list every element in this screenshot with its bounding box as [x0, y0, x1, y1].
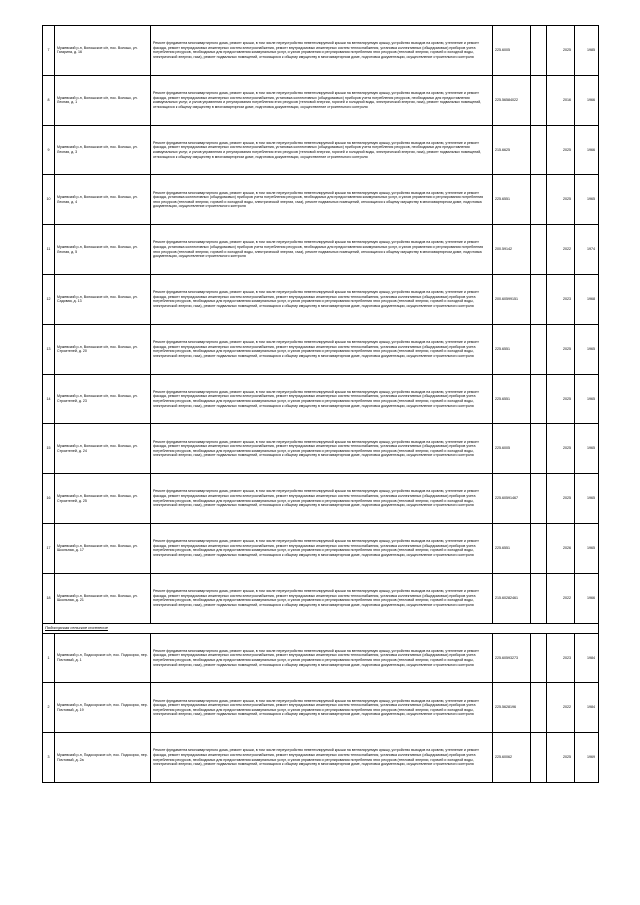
build-year-cell: 1966	[575, 75, 599, 125]
table-row	[43, 26, 599, 76]
row-number: 8	[43, 75, 55, 125]
table-row	[43, 573, 599, 623]
empty-cell	[531, 523, 547, 573]
planned-year-cell: 2025	[547, 26, 575, 76]
build-year-cell: 1965	[575, 424, 599, 474]
build-year-cell: 1984	[575, 683, 599, 733]
work-description-cell: Ремонт фундамента многоквартирного дома, ремонт крыши, в том числе переустройство невентилируемой крыши на вентилируемую крышу, устройство выходов на кровлю, утепление и ремонт фасада, ремонт внутридомовых инженерных систем электроснабжения, ремонт внутридомовых инженерных систем теплоснабжения, установка коллективных (общедомовых) приборов учета потребления ресурсов, необходимых для предоставления коммунальных услуг, и узлов управления и регулирования потребления этих ресурсов (тепловой энергии, горячей и холодной воды, электрической энергии, газа), ремонт подвальных помещений, относящихся к общему имуществу в многоквартирном доме, подготовка документации, осуществление строительного контроля	[151, 26, 493, 76]
row-number: 2	[43, 683, 55, 733]
cost-cell: 225.56584022	[493, 75, 531, 125]
table-row	[43, 523, 599, 573]
section-title: Подосорская сельское поселение	[43, 623, 599, 633]
planned-year-cell: 2023	[547, 633, 575, 683]
work-description-cell: Ремонт фундамента многоквартирного дома, ремонт крыши, в том числе переустройство невентилируемой крыши на вентилируемую крышу, устройство выходов на кровлю, утепление и ремонт фасада, ремонт внутридомовых инженерных систем электроснабжения, ремонт внутридомовых инженерных систем теплоснабжения, установка коллективных (общедомовых) приборов учета потребления ресурсов, необходимых для предоставления коммунальных услуг, и узлов управления и регулирования потребления этих ресурсов (тепловой энергии, горячей и холодной воды, электрической энергии, газа), ремонт подвальных помещений, относящихся к общему имуществу в многоквартирном доме, подготовка документации, осуществление строительного контроля	[151, 633, 493, 683]
work-description-cell: Ремонт фундамента многоквартирного дома, ремонт крыши, в том числе переустройство невентилируемой крыши на вентилируемую крышу, устройство выходов на кровлю, утепление и ремонт фасада, ремонт внутридомовых инженерных систем электроснабжения, ремонт внутридомовых инженерных систем теплоснабжения, установка коллективных (общедомовых) приборов учета потребления ресурсов, необходимых для предоставления коммунальных услуг, и узлов управления и регулирования потребления этих ресурсов (тепловой энергии, горячей и холодной воды, электрической энергии, газа), ремонт подвальных помещений, относящихся к общему имуществу в многоквартирном доме, подготовка документации, осуществление строительного контроля	[151, 424, 493, 474]
empty-cell	[531, 175, 547, 225]
empty-cell	[531, 633, 547, 683]
cost-cell: 200.59142	[493, 225, 531, 275]
planned-year-cell: 2025	[547, 474, 575, 524]
section-row	[43, 623, 599, 633]
row-number: 17	[43, 523, 55, 573]
build-year-cell: 1966	[575, 125, 599, 175]
repair-program-table	[42, 25, 599, 783]
address-cell: Мужевский р-н, Волошское с/п, пос. Волошк, ул. Строителей, д. 20	[55, 324, 151, 374]
address-cell: Мужевский р-н, Волошское с/п, пос. Волошк, ул. Школьная, д. 17	[55, 523, 151, 573]
address-cell: Мужевский р-н, Волошское с/п, пос. Волошк, ул. Гагарина, д. 16	[55, 26, 151, 76]
planned-year-cell: 2025	[547, 125, 575, 175]
row-number: 12	[43, 274, 55, 324]
build-year-cell: 1969	[575, 733, 599, 783]
planned-year-cell: 2016	[547, 75, 575, 125]
cost-cell: 225.60593273	[493, 633, 531, 683]
build-year-cell: 1965	[575, 374, 599, 424]
work-description-cell: Ремонт фундамента многоквартирного дома, ремонт крыши, в том числе переустройство невентилируемой крыши на вентилируемую крышу, устройство выходов на кровлю, утепление и ремонт фасада, ремонт внутридомовых инженерных систем электроснабжения, ремонт внутридомовых инженерных систем теплоснабжения, установка коллективных (общедомовых) приборов учета потребления ресурсов, необходимых для предоставления коммунальных услуг, и узлов управления и регулирования потребления этих ресурсов (тепловой энергии, горячей и холодной воды, электрической энергии, газа), ремонт подвальных помещений, относящихся к общему имуществу в многоквартирном доме, подготовка документации, осуществление строительного контроля	[151, 733, 493, 783]
address-cell: Мужевский р-н, Подосорское с/п, пос. Подосорск, пер. Почтовый, д. 19	[55, 683, 151, 733]
row-number: 13	[43, 324, 55, 374]
table-row	[43, 75, 599, 125]
address-cell: Мужевский р-н, Волошское с/п, пос. Волошк, ул. Садовая, д. 13	[55, 274, 151, 324]
table-row	[43, 324, 599, 374]
table-row	[43, 125, 599, 175]
address-cell: Мужевский р-н, Волошское с/п, пос. Волошк, ул. Строителей, д. 25	[55, 474, 151, 524]
planned-year-cell: 2022	[547, 225, 575, 275]
address-cell: Мужевский р-н, Подосорское с/п, пос. Подосорск, пер. Почтовый, д. 2а	[55, 733, 151, 783]
build-year-cell: 1966	[575, 573, 599, 623]
cost-cell: 225.5628196	[493, 683, 531, 733]
empty-cell	[531, 75, 547, 125]
row-number: 7	[43, 26, 55, 76]
row-number: 15	[43, 424, 55, 474]
cost-cell: 225.60062	[493, 733, 531, 783]
table-row	[43, 683, 599, 733]
planned-year-cell: 2022	[547, 683, 575, 733]
table-row	[43, 733, 599, 783]
work-description-cell: Ремонт фундамента многоквартирного дома, ремонт крыши, в том числе переустройство невентилируемой крыши на вентилируемую крышу, устройство выходов на кровлю, утепление и ремонт фасада, установка коллективных (общедомовых) приборов учета потребления ресурсов, необходимых для предоставления коммунальных услуг, и узлов управления и регулирования потребления этих ресурсов (тепловой энергии, горячей и холодной воды, электрической энергии, газа), ремонт подвальных помещений, относящихся к общему имуществу в многоквартирном доме, подготовка документации, осуществление строительного контроля	[151, 175, 493, 225]
empty-cell	[531, 374, 547, 424]
row-number: 18	[43, 573, 55, 623]
document-sheet	[42, 25, 598, 783]
row-number: 14	[43, 374, 55, 424]
build-year-cell: 1965	[575, 324, 599, 374]
empty-cell	[531, 26, 547, 76]
build-year-cell: 1985	[575, 26, 599, 76]
empty-cell	[531, 324, 547, 374]
row-number: 11	[43, 225, 55, 275]
table-row	[43, 225, 599, 275]
cost-cell: 215.6625	[493, 125, 531, 175]
address-cell: Мужевский р-н, Волошское с/п, пос. Волошк, ул. Лесная, д. 3	[55, 125, 151, 175]
build-year-cell: 1968	[575, 274, 599, 324]
row-number: 1	[43, 633, 55, 683]
cost-cell: 225.6551	[493, 374, 531, 424]
empty-cell	[531, 225, 547, 275]
table-row	[43, 175, 599, 225]
cost-cell: 200.60599151	[493, 274, 531, 324]
work-description-cell: Ремонт фундамента многоквартирного дома, ремонт крыши, в том числе переустройство невентилируемой крыши на вентилируемую крышу, устройство выходов на кровлю, утепление и ремонт фасада, ремонт внутридомовых инженерных систем электроснабжения, установка коллективных (общедомовых) приборов учета потребления ресурсов, необходимых для предоставления коммунальных услуг, и узлов управления и регулирования потребления этих ресурсов (тепловой энергии, горячей и холодной воды, электрической энергии, газа), ремонт подвальных помещений, относящихся к общему имуществу в многоквартирном доме, подготовка документации, осуществление строительного контроля	[151, 75, 493, 125]
address-cell: Мужевский р-н, Волошское с/п, пос. Волошк, ул. Лесная, д. 5	[55, 225, 151, 275]
table-row	[43, 424, 599, 474]
row-number: 10	[43, 175, 55, 225]
table-row	[43, 374, 599, 424]
cost-cell: 215.60282461	[493, 573, 531, 623]
build-year-cell: 1965	[575, 523, 599, 573]
empty-cell	[531, 683, 547, 733]
table-row	[43, 474, 599, 524]
empty-cell	[531, 474, 547, 524]
address-cell: Мужевский р-н, Волошское с/п, пос. Волошк, ул. Лесная, д. 1	[55, 75, 151, 125]
cost-cell: 225.6005	[493, 26, 531, 76]
table-row	[43, 274, 599, 324]
row-number: 3	[43, 733, 55, 783]
work-description-cell: Ремонт фундамента многоквартирного дома, ремонт крыши, в том числе переустройство невентилируемой крыши на вентилируемую крышу, устройство выходов на кровлю, утепление и ремонт фасада, ремонт внутридомовых инженерных систем электроснабжения, ремонт внутридомовых инженерных систем теплоснабжения, установка коллективных (общедомовых) приборов учета потребления ресурсов, необходимых для предоставления коммунальных услуг, и узлов управления и регулирования потребления этих ресурсов (тепловой энергии, горячей и холодной воды, электрической энергии, газа), ремонт подвальных помещений, относящихся к общему имуществу в многоквартирном доме, подготовка документации, осуществление строительного контроля	[151, 274, 493, 324]
build-year-cell: 1965	[575, 474, 599, 524]
table-row	[43, 633, 599, 683]
planned-year-cell: 2023	[547, 274, 575, 324]
work-description-cell: Ремонт фундамента многоквартирного дома, ремонт крыши, в том числе переустройство невентилируемой крыши на вентилируемую крышу, устройство выходов на кровлю, утепление и ремонт фасада, ремонт внутридомовых инженерных систем электроснабжения, ремонт внутридомовых инженерных систем теплоснабжения, установка коллективных (общедомовых) приборов учета потребления ресурсов, необходимых для предоставления коммунальных услуг, и узлов управления и регулирования потребления этих ресурсов (тепловой энергии, горячей и холодной воды, электрической энергии, газа), ремонт подвальных помещений, относящихся к общему имуществу в многоквартирном доме, подготовка документации, осуществление строительного контроля	[151, 374, 493, 424]
row-number: 9	[43, 125, 55, 175]
empty-cell	[531, 733, 547, 783]
planned-year-cell: 2022	[547, 573, 575, 623]
work-description-cell: Ремонт фундамента многоквартирного дома, ремонт крыши, в том числе переустройство невентилируемой крыши на вентилируемую крышу, устройство выходов на кровлю, утепление и ремонт фасада, ремонт внутридомовых инженерных систем электроснабжения, установка коллективных (общедомовых) приборов учета потребления ресурсов, необходимых для предоставления коммунальных услуг, и узлов управления и регулирования потребления этих ресурсов (тепловой энергии, горячей и холодной воды, электрической энергии, газа), ремонт подвальных помещений, относящихся к общему имуществу в многоквартирном доме, подготовка документации, осуществление строительного контроля	[151, 125, 493, 175]
build-year-cell: 1974	[575, 225, 599, 275]
planned-year-cell: 2025	[547, 324, 575, 374]
work-description-cell: Ремонт фундамента многоквартирного дома, ремонт крыши, в том числе переустройство невентилируемой крыши на вентилируемую крышу, устройство выходов на кровлю, утепление и ремонт фасада, установка коллективных (общедомовых) приборов учета потребления ресурсов, необходимых для предоставления коммунальных услуг, и узлов управления и регулирования потребления этих ресурсов (тепловой энергии, горячей и холодной воды, электрической энергии, газа), ремонт подвальных помещений, относящихся к общему имуществу в многоквартирном доме, подготовка документации, осуществление строительного контроля	[151, 225, 493, 275]
build-year-cell: 1965	[575, 175, 599, 225]
cost-cell: 225.6551	[493, 324, 531, 374]
cost-cell: 225.6005	[493, 424, 531, 474]
address-cell: Мужевский р-н, Волошское с/п, пос. Волошк, ул. Лесная, д. 4	[55, 175, 151, 225]
work-description-cell: Ремонт фундамента многоквартирного дома, ремонт крыши, в том числе переустройство невентилируемой крыши на вентилируемую крышу, устройство выходов на кровлю, утепление и ремонт фасада, ремонт внутридомовых инженерных систем электроснабжения, ремонт внутридомовых инженерных систем теплоснабжения, установка коллективных (общедомовых) приборов учета потребления ресурсов, необходимых для предоставления коммунальных услуг, и узлов управления и регулирования потребления этих ресурсов (тепловой энергии, горячей и холодной воды, электрической энергии, газа), ремонт подвальных помещений, относящихся к общему имуществу в многоквартирном доме, подготовка документации, осуществление строительного контроля	[151, 474, 493, 524]
planned-year-cell: 2026	[547, 523, 575, 573]
address-cell: Мужевский р-н, Подосорское с/п, пос. Подосорск, пер. Почтовый, д. 1	[55, 633, 151, 683]
address-cell: Мужевский р-н, Волошское с/п, пос. Волошк, ул. Строителей, д. 23	[55, 374, 151, 424]
empty-cell	[531, 125, 547, 175]
empty-cell	[531, 274, 547, 324]
planned-year-cell: 2025	[547, 175, 575, 225]
empty-cell	[531, 424, 547, 474]
row-number: 16	[43, 474, 55, 524]
cost-cell: 225.60591467	[493, 474, 531, 524]
address-cell: Мужевский р-н, Волошское с/п, пос. Волошк, ул. Строителей, д. 24	[55, 424, 151, 474]
work-description-cell: Ремонт фундамента многоквартирного дома, ремонт крыши, в том числе переустройство невентилируемой крыши на вентилируемую крышу, устройство выходов на кровлю, утепление и ремонт фасада, ремонт внутридомовых инженерных систем электроснабжения, ремонт внутридомовых инженерных систем теплоснабжения, установка коллективных (общедомовых) приборов учета потребления ресурсов, необходимых для предоставления коммунальных услуг, и узлов управления и регулирования потребления этих ресурсов (тепловой энергии, горячей и холодной воды, электрической энергии, газа), ремонт подвальных помещений, относящихся к общему имуществу в многоквартирном доме, подготовка документации, осуществление строительного контроля	[151, 683, 493, 733]
work-description-cell: Ремонт фундамента многоквартирного дома, ремонт крыши, в том числе переустройство невентилируемой крыши на вентилируемую крышу, устройство выходов на кровлю, утепление и ремонт фасада, ремонт внутридомовых инженерных систем электроснабжения, ремонт внутридомовых инженерных систем теплоснабжения, установка коллективных (общедомовых) приборов учета потребления ресурсов, необходимых для предоставления коммунальных услуг, и узлов управления и регулирования потребления этих ресурсов (тепловой энергии, горячей и холодной воды, электрической энергии, газа), ремонт подвальных помещений, относящихся к общему имуществу в многоквартирном доме, подготовка документации, осуществление строительного контроля	[151, 573, 493, 623]
planned-year-cell: 2025	[547, 374, 575, 424]
address-cell: Мужевский р-н, Волошское с/п, пос. Волошк, ул. Школьная, д. 21	[55, 573, 151, 623]
work-description-cell: Ремонт фундамента многоквартирного дома, ремонт крыши, в том числе переустройство невентилируемой крыши на вентилируемую крышу, устройство выходов на кровлю, утепление и ремонт фасада, ремонт внутридомовых инженерных систем электроснабжения, ремонт внутридомовых инженерных систем теплоснабжения, установка коллективных (общедомовых) приборов учета потребления ресурсов, необходимых для предоставления коммунальных услуг, и узлов управления и регулирования потребления этих ресурсов (тепловой энергии, горячей и холодной воды, электрической энергии, газа), ремонт подвальных помещений, относящихся к общему имуществу в многоквартирном доме, подготовка документации, осуществление строительного контроля	[151, 324, 493, 374]
cost-cell: 225.6551	[493, 175, 531, 225]
planned-year-cell: 2025	[547, 733, 575, 783]
planned-year-cell: 2025	[547, 424, 575, 474]
empty-cell	[531, 573, 547, 623]
work-description-cell: Ремонт фундамента многоквартирного дома, ремонт крыши, в том числе переустройство невентилируемой крыши на вентилируемую крышу, устройство выходов на кровлю, утепление и ремонт фасада, ремонт внутридомовых инженерных систем электроснабжения, ремонт внутридомовых инженерных систем теплоснабжения, установка коллективных (общедомовых) приборов учета потребления ресурсов, необходимых для предоставления коммунальных услуг, и узлов управления и регулирования потребления этих ресурсов (тепловой энергии, горячей и холодной воды, электрической энергии, газа), ремонт подвальных помещений, относящихся к общему имуществу в многоквартирном доме, подготовка документации, осуществление строительного контроля	[151, 523, 493, 573]
build-year-cell: 1984	[575, 633, 599, 683]
cost-cell: 225.6551	[493, 523, 531, 573]
